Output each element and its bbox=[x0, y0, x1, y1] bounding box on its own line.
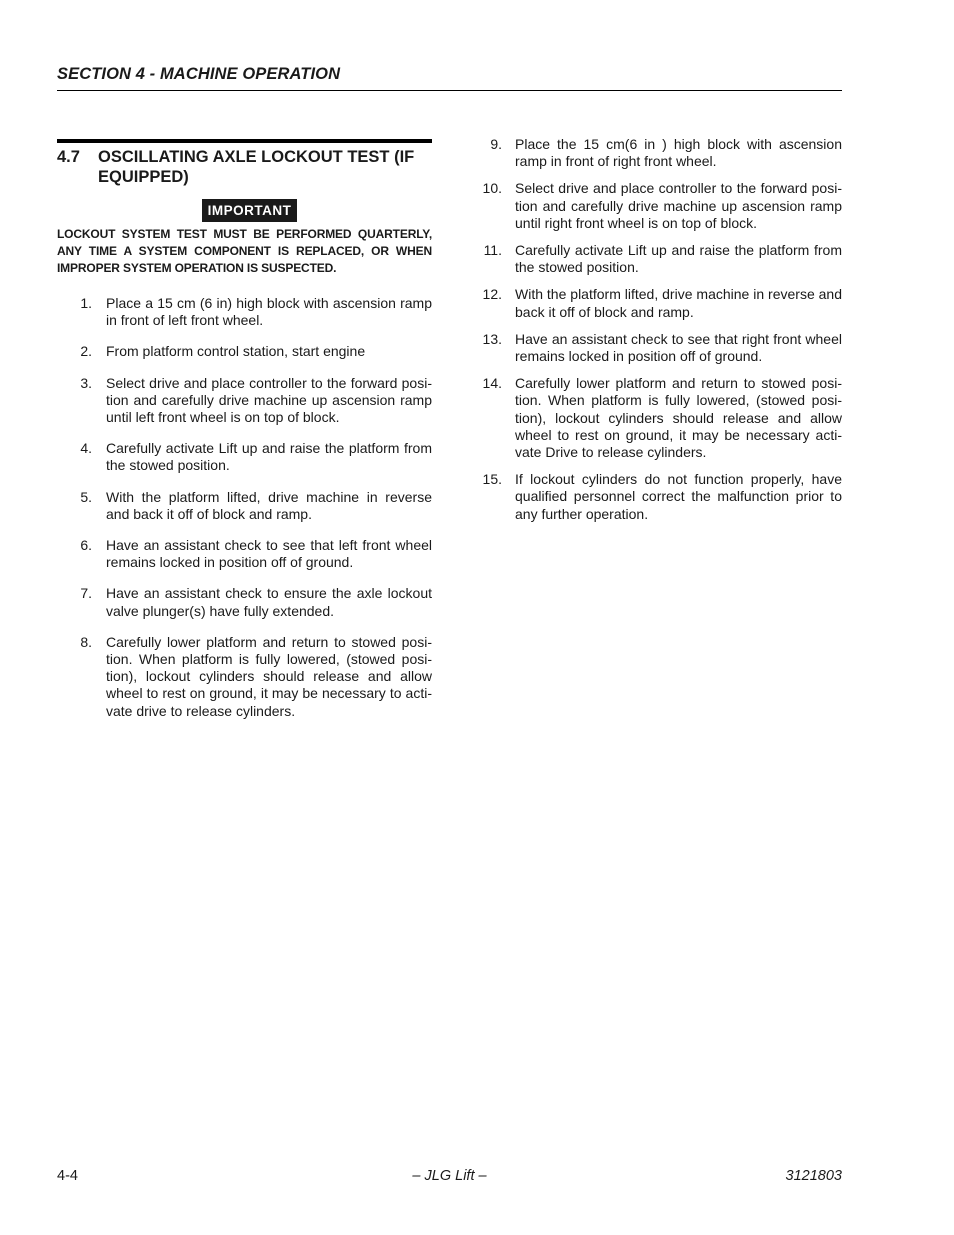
document-number: 3121803 bbox=[785, 1168, 842, 1184]
important-text: LOCKOUT SYSTEM TEST MUST BE PERFORMED QUARTERLY, ANY TIME A SYSTEM COMPONENT IS REPLACED, OR WHEN IMPROPER SYSTEM OPERATION IS SUSPECTED. bbox=[57, 227, 432, 275]
step-number: 9. bbox=[490, 136, 502, 152]
list-item bbox=[481, 242, 842, 276]
step-text: Carefully lower platform and return to stowed posi-tion. When platform is fully lowered, (stowed posi-tion), lockout cylinders should release and allow wheel to rest on ground, it may be necessary acti-vate Drive to release cylinders. bbox=[515, 375, 842, 461]
step-text: Select drive and place controller to the forward posi-tion and carefully drive machine up ascension ramp until left front wheel is on top of block. bbox=[106, 374, 432, 426]
list-item bbox=[481, 375, 842, 461]
step-text: Carefully activate Lift up and raise the platform from the stowed position. bbox=[106, 440, 432, 474]
list-item bbox=[57, 585, 432, 619]
right-column bbox=[481, 136, 842, 533]
list-item bbox=[481, 180, 842, 232]
step-number: 8. bbox=[80, 633, 92, 650]
step-number: 5. bbox=[80, 488, 92, 505]
footer-brand: – JLG Lift – bbox=[412, 1168, 487, 1184]
list-item bbox=[57, 634, 432, 720]
step-number: 1. bbox=[80, 295, 92, 311]
left-column bbox=[57, 139, 432, 734]
step-number: 2. bbox=[80, 343, 92, 360]
step-number: 6. bbox=[80, 537, 92, 554]
step-number: 3. bbox=[80, 374, 92, 391]
list-item bbox=[57, 295, 432, 329]
step-number: 10. bbox=[482, 180, 502, 197]
step-number: 12. bbox=[482, 286, 502, 303]
list-item bbox=[481, 286, 842, 320]
page-header bbox=[57, 64, 842, 91]
step-text: Select drive and place controller to the forward posi-tion and carefully drive machine up ascension ramp until right front wheel is on top of block. bbox=[515, 180, 842, 231]
step-number: 11. bbox=[483, 242, 502, 259]
list-item bbox=[481, 471, 842, 523]
step-text: Carefully lower platform and return to stowed posi-tion. When platform is fully lowered, (stowed posi-tion), lockout cylinders should release and allow wheel to rest on ground, it may be necessary to acti-vate drive to release cylinders. bbox=[106, 633, 432, 719]
step-number: 4. bbox=[80, 440, 92, 457]
step-text: Have an assistant check to ensure the axle lockout valve plunger(s) have fully extended. bbox=[106, 585, 432, 619]
step-number: 13. bbox=[482, 330, 502, 347]
list-item bbox=[57, 375, 432, 427]
section-header-title: SECTION 4 - MACHINE OPERATION bbox=[57, 65, 341, 83]
steps-list-left bbox=[57, 295, 432, 720]
important-badge: IMPORTANT bbox=[202, 199, 298, 222]
step-text: From platform control station, start engine bbox=[106, 343, 366, 360]
section-title: OSCILLATING AXLE LOCKOUT TEST (IF EQUIPPED) bbox=[98, 148, 415, 186]
step-text: Have an assistant check to see that left front wheel remains locked in position off of ground. bbox=[106, 537, 432, 571]
step-text: If lockout cylinders do not function properly, have qualified personnel correct the malfunction prior to any further operation. bbox=[515, 471, 842, 522]
list-item bbox=[57, 343, 432, 360]
section-heading bbox=[57, 139, 432, 187]
step-text: Place a 15 cm (6 in) high block with ascension ramp in front of left front wheel. bbox=[106, 295, 432, 329]
list-item bbox=[57, 489, 432, 523]
list-item bbox=[57, 440, 432, 474]
step-text: Carefully activate Lift up and raise the platform from the stowed position. bbox=[515, 242, 842, 276]
step-number: 7. bbox=[80, 585, 92, 602]
step-text: With the platform lifted, drive machine in reverse and back it off of block and ramp. bbox=[515, 286, 842, 320]
page-number: 4-4 bbox=[57, 1168, 78, 1184]
step-text: Have an assistant check to see that right front wheel remains locked in position off of ground. bbox=[515, 330, 842, 365]
list-item bbox=[481, 331, 842, 365]
step-number: 14. bbox=[482, 375, 502, 392]
step-text: Place the 15 cm(6 in ) high block with ascension ramp in front of right front wheel. bbox=[515, 136, 842, 170]
important-notice bbox=[67, 199, 432, 222]
page-footer bbox=[57, 1168, 842, 1188]
list-item bbox=[481, 136, 842, 170]
list-item bbox=[57, 537, 432, 571]
step-number: 15. bbox=[482, 471, 502, 488]
section-number: 4.7 bbox=[57, 148, 80, 166]
step-text: With the platform lifted, drive machine in reverse and back it off of block and ramp. bbox=[106, 488, 432, 522]
